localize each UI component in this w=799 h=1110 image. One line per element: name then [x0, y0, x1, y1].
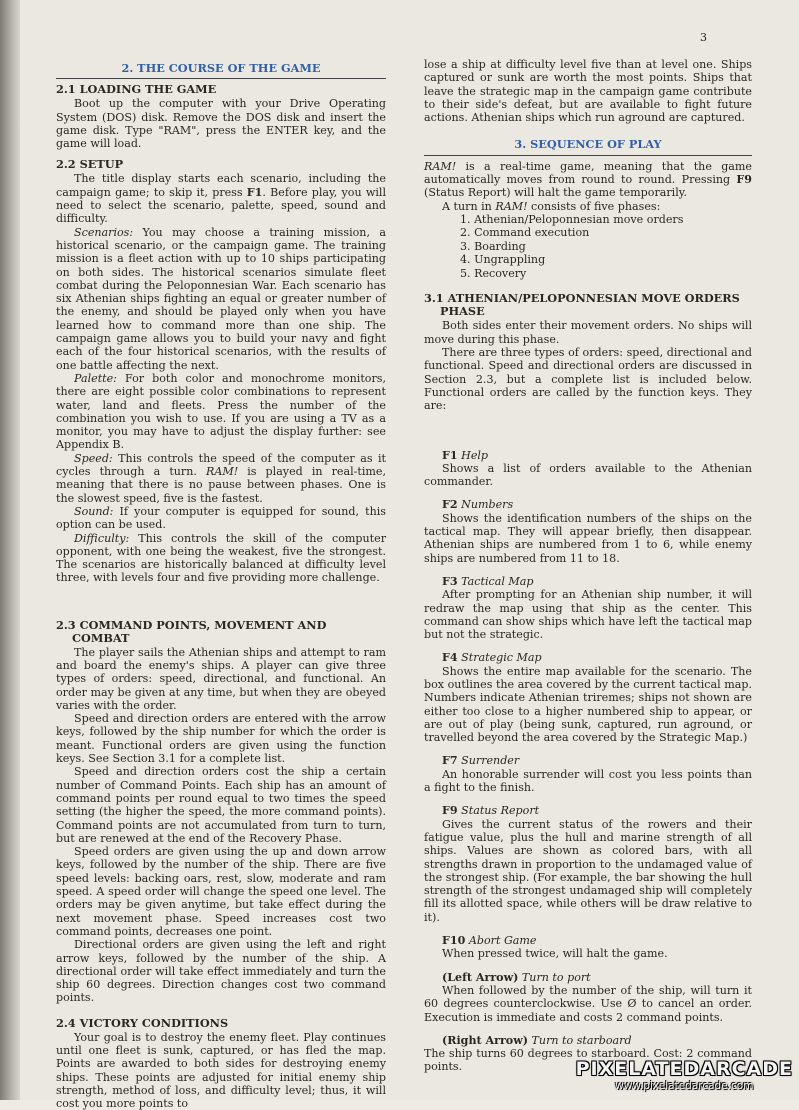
function-description: The ship turns 60 degrees to starboard. Cost: 2 command points. — [424, 1047, 752, 1074]
function-right-arrow: (Right Arrow) Turn to starboard The ship turns 60 degrees to starboard. Cost: 2 command points. — [424, 1033, 752, 1074]
paragraph: Your goal is to destroy the enemy fleet. Play continues until one fleet is sunk, captured, or has fled the map. Points are awarded to both sides for destroying enemy ships. These points are adjusted for initial enemy ship strength, method of loss, and difficulty level; thus, it will cost you more points to — [56, 1030, 386, 1110]
function-f9: F9 Status Report Gives the current status of the rowers and their fatigue value, plus the hull and marine strength of all ships. Values are shown as colored bars, with all strengths drawn in proportion to the undamaged value of the strongest ship. (For example, the bar showing the hull strength of the strongest undamaged ship will completely fill its allotted space, while others will be draw relative to it). — [424, 804, 752, 924]
left-column — [56, 60, 386, 1110]
paragraph-sound: Sound: If your computer is equipped for sound, this option can be used. — [56, 504, 386, 532]
paragraph: Directional orders are given using the left and right arrow keys, followed by the number of the ship. A directional order will take effect immediately and turn the ship 60 degrees. Direction changes cost two command points. — [56, 938, 386, 1005]
paragraph-speed: Speed: This controls the speed of the computer as it cycles through a turn. RAM! is played in real-time, meaning that there is no pause between phases. One is the slowest speed, five is the fastest. — [56, 451, 386, 505]
list-item: 4. Ungrappling — [460, 253, 546, 267]
paragraph: Boot up the computer with your Drive Operating System (DOS) disk. Remove the DOS disk and insert the game disk. Type "RAM", press the ENTER key, and the game will load. — [56, 97, 386, 151]
function-description: After prompting for an Athenian ship number, it will redraw the map using that ship as the center. This command can show ships which have left the tactical map but not the strategic. — [424, 588, 752, 642]
section-3-heading: 3. SEQUENCE OF PLAY — [424, 136, 752, 155]
function-left-arrow: (Left Arrow) Turn to port When followed by the number of the ship, will turn it 60 degrees counterclockwise. Use Ø to cancel an order. Execution is immediate and costs 2 command points. — [424, 970, 752, 1024]
function-description: Shows the entire map available for the scenario. The box outlines the area covered by the current tactical map. Numbers indicate Athenian triremes; ships not shown are either too close to a higher numbered ship to appear, or are out of play (being sunk, captured, run aground, or travelled beyond the area covered by the Strategic Map.) — [424, 664, 752, 745]
paragraph: The player sails the Athenian ships and attempt to ram and board the enemy's ships. A player can give three types of orders: speed, directional, and functional. An order may be given at any time, but when they are obeyed varies with the order. — [56, 645, 386, 712]
paragraph: RAM! is a real-time game, meaning that the game automatically moves from round to round. Pressing F9 (Status Report) will halt the game temporarily. — [424, 159, 752, 200]
book-spine-shadow — [0, 0, 20, 1100]
function-f3: F3 Tactical Map After prompting for an Athenian ship number, it will redraw the map using that ship as the center. This command can show ships which have left the tactical map but not the strategic. — [424, 574, 752, 642]
paragraph-continued: lose a ship at difficulty level five than at level one. Ships captured or sunk are worth the most points. Ships that leave the strategic map in the campaign game contribute to their side's defeat, but are available to fight future actions. Athenian ships which run aground are captured. — [424, 58, 752, 125]
list-item: 3. Boarding — [460, 239, 526, 253]
site-watermark — [576, 1058, 793, 1092]
paragraph: Both sides enter their movement orders. No ships will move during this phase. — [424, 319, 752, 346]
function-description: When pressed twice, will halt the game. — [442, 947, 668, 961]
watermark-brand: PIXELATEDARCADE — [575, 1058, 793, 1080]
function-description: When followed by the number of the ship, will turn it 60 degrees counterclockwise. Use Ø to cancel an order. Execution is immediate and costs 2 command points. — [424, 983, 752, 1024]
heading-2-4: 2.4 VICTORY CONDITIONS — [56, 1015, 229, 1030]
paragraph: Speed orders are given using the up and down arrow keys, followed by the number of the ship. There are five speed levels: backing oars, rest, slow, moderate and ram speed. A speed order will change the speed one level. The orders may be given anytime, but take effect during the next movement phase. Speed increases cost two command points, decreases one point. — [56, 845, 386, 938]
page-number: 3 — [700, 31, 707, 44]
phase-list — [460, 213, 752, 281]
right-column — [424, 58, 752, 1074]
paragraph: A turn in RAM! consists of five phases: — [442, 199, 661, 213]
paragraph: Speed and direction orders are entered with the arrow keys, followed by the ship number for which the order is meant. Functional orders are given using the function keys. See Section 3.1 for a complete list. — [56, 712, 386, 766]
heading-2-1: 2.1 LOADING THE GAME — [56, 82, 217, 97]
function-description: Shows a list of orders available to the Athenian commander. — [424, 461, 752, 489]
paragraph: The title display starts each scenario, including the campaign game; to skip it, press F1. Before play, you will need to select the scenario, palette, speed, sound and difficulty. — [56, 172, 386, 226]
function-f4: F4 Strategic Map Shows the entire map available for the scenario. The box outlines the area covered by the current tactical map. Numbers indicate Athenian triremes; ships not shown are either too close to a higher numbered ship to appear, or are out of play (being sunk, captured, run aground, or travelled beyond the area covered by the Strategic Map.) — [424, 651, 752, 745]
function-description: Gives the current status of the rowers and their fatigue value, plus the hull and marine strength of all ships. Values are shown as colored bars, with all strengths drawn in proportion to the undamaged value of the strongest ship. (For example, the bar showing the hull strength of the strongest undamaged ship will completely fill its allotted space, while others will be draw relative to it). — [424, 817, 752, 924]
paragraph: There are three types of orders: speed, directional and functional. Speed and directional orders are discussed in Section 2.3, but a complete list is included below. Functional orders are called by the function keys. They are: — [424, 346, 752, 413]
list-item: 2. Command execution — [460, 226, 590, 240]
function-f10: F10 Abort Game When pressed twice, will halt the game. — [424, 934, 752, 961]
section-2-heading: 2. THE COURSE OF THE GAME — [56, 60, 386, 79]
heading-2-2: 2.2 SETUP — [56, 157, 124, 172]
function-f1: F1 Help Shows a list of orders available to the Athenian commander. — [424, 448, 752, 489]
paragraph-scenarios: Scenarios: You may choose a training mission, a historical scenario, or the campaign game. The training mission is a fleet action with up to 10 ships participating on both sides. The historical scenarios simulate fleet combat during the Peloponnesian War. Each scenario has six Athenian ships fighting an equal or greater number of the enemy, and should be played only when you have learned how to command more than one ship. The campaign game allows you to build your navy and fight each of the four historical scenarios, with the results of one battle affecting the next. — [56, 225, 386, 372]
paragraph-difficulty: Difficulty: This controls the skill of the computer opponent, with one being the weakest, five the strongest. The scenarios are historically balanced at difficulty level three, with levels four and five providing more challenge. — [56, 531, 386, 585]
paragraph: Speed and direction orders cost the ship a certain number of Command Points. Each ship has an amount of command points per round equal to two times the speed setting (the higher the speed, the more command points). Command points are not accumulated from turn to turn, but are renewed at the end of the Recovery Phase. — [56, 765, 386, 845]
function-description: An honorable surrender will cost you less points than a fight to the finish. — [424, 767, 752, 795]
heading-2-3: 2.3 COMMAND POINTS, MOVEMENT AND COMBAT — [56, 617, 327, 645]
paragraph-palette: Palette: For both color and monochrome monitors, there are eight possible color combinations to represent water, land and fleets. Press the number of the combination you wish to use. If you are using a TV as a monitor, you may have to adjust the display further: see Appendix B. — [56, 371, 386, 452]
heading-3-1: 3.1 ATHENIAN/PELOPONNESIAN MOVE ORDERS PHASE — [424, 291, 740, 319]
function-description: Shows the identification numbers of the ships on the tactical map. They will appear briefly, then disappear. Athenian ships are numbered from 1 to 6, while enemy ships are numbered from 11 to 18. — [424, 511, 752, 565]
watermark-url: www.pixelatedarcade.com — [615, 1080, 754, 1092]
list-item: 5. Recovery — [460, 266, 527, 280]
list-item: 1. Athenian/Peloponnesian move orders — [460, 212, 684, 226]
function-f2: F2 Numbers Shows the identification numbers of the ships on the tactical map. They will appear briefly, then disappear. Athenian ships are numbered from 1 to 6, while enemy ships are numbered from 11 to 18. — [424, 498, 752, 565]
function-f7: F7 Surrender An honorable surrender will cost you less points than a fight to the finish. — [424, 754, 752, 795]
